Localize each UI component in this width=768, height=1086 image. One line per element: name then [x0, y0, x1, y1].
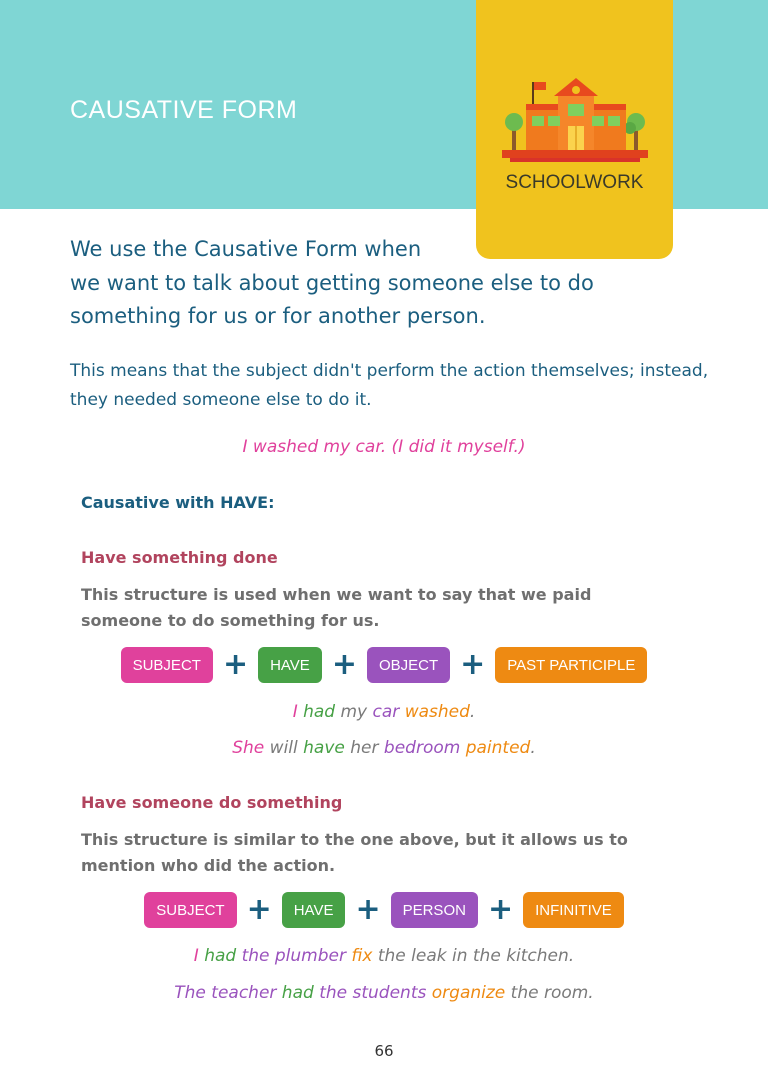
main-example: I washed my car. (I did it myself.) — [242, 437, 526, 457]
plus-sign: + — [331, 647, 357, 682]
example-have: had — [297, 702, 336, 722]
plus-sign: + — [246, 892, 272, 927]
example-have: had — [276, 983, 314, 1003]
intro-line-rest: we want to talk about getting someone else to do something for us or for another person. — [70, 270, 594, 328]
schoolwork-badge — [476, 0, 673, 259]
badge-label: SCHOOLWORK — [505, 172, 644, 193]
formula-object-pill: OBJECT — [367, 647, 450, 683]
intro-line-1: We use the Causative Form when — [70, 237, 422, 261]
example-sentence — [0, 983, 768, 1003]
example-have: have — [297, 738, 345, 758]
intro-paragraph — [70, 233, 710, 334]
section-heading: Causative with HAVE: — [81, 493, 275, 512]
example-sentence — [0, 702, 768, 722]
example-word: her — [344, 738, 379, 758]
subsection-heading: Have something done — [81, 548, 278, 567]
example-sentence — [0, 738, 768, 758]
example-person: the plumber — [236, 946, 346, 966]
formula-row — [0, 891, 768, 929]
formula-row — [0, 646, 768, 684]
example-participle: washed — [399, 702, 470, 722]
example-punctuation: . — [469, 702, 476, 722]
example-person: the students — [313, 983, 427, 1003]
plus-sign: + — [222, 647, 249, 682]
example-have: had — [198, 946, 237, 966]
plus-sign: + — [355, 892, 381, 927]
formula-infinitive-pill: INFINITIVE — [523, 892, 624, 928]
example-subject: The teacher — [174, 983, 277, 1003]
formula-person-pill: PERSON — [391, 892, 478, 928]
example-subject: She — [232, 738, 265, 758]
example-subject: I — [193, 946, 199, 966]
example-infinitive: fix — [345, 946, 373, 966]
subsection-description: This structure is used when we want to say that we paid someone to do something for us. — [81, 585, 592, 630]
example-subject: I — [292, 702, 298, 722]
example-word: my — [335, 702, 368, 722]
example-word: the room. — [505, 983, 594, 1003]
page-number: 66 — [374, 1042, 394, 1060]
formula-have-pill: HAVE — [282, 892, 346, 928]
example-sentence — [0, 946, 768, 966]
school-building-icon — [502, 74, 648, 166]
formula-subject-pill: SUBJECT — [144, 892, 236, 928]
explanation-paragraph: This means that the subject didn't perform the action themselves; instead, they needed someone else to do it. — [70, 361, 709, 410]
example-infinitive: organize — [426, 983, 506, 1003]
example-object: car — [367, 702, 400, 722]
subsection-description: This structure is similar to the one above, but it allows us to mention who did the action. — [81, 830, 628, 875]
formula-subject-pill: SUBJECT — [121, 647, 213, 683]
example-object: bedroom — [378, 738, 461, 758]
formula-have-pill: HAVE — [258, 647, 322, 683]
plus-sign: + — [460, 647, 486, 682]
subsection-heading: Have someone do something — [81, 793, 343, 812]
formula-past-participle-pill: PAST PARTICIPLE — [495, 647, 647, 683]
example-participle: painted — [460, 738, 531, 758]
example-word: will — [264, 738, 298, 758]
plus-sign: + — [487, 892, 514, 927]
page-title: CAUSATIVE FORM — [70, 96, 298, 124]
example-punctuation: . — [530, 738, 536, 758]
example-word: the leak in the kitchen. — [372, 946, 575, 966]
